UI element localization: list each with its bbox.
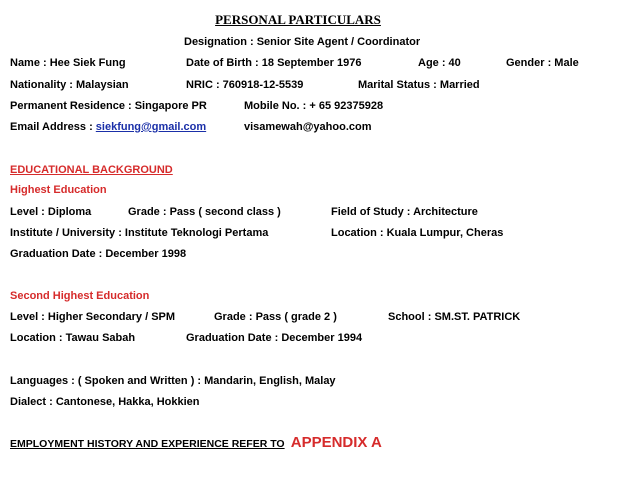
permanent-residence: Permanent Residence : Singapore PR: [10, 100, 207, 112]
highest-graduation-date: Graduation Date : December 1998: [10, 248, 187, 260]
mobile-number: Mobile No. : + 65 92375928: [244, 100, 384, 112]
school: School : SM.ST. PATRICK: [388, 311, 521, 323]
email-label: Email Address :: [10, 121, 96, 133]
email-link-primary[interactable]: siekfung@gmail.com: [95, 121, 207, 133]
highest-grade: Grade : Pass ( second class ): [128, 206, 281, 218]
email-row: [10, 121, 206, 134]
second-education-heading: Second Highest Education: [10, 290, 150, 302]
appendix-reference: APPENDIX A: [290, 434, 382, 451]
second-grade: Grade : Pass ( grade 2 ): [214, 311, 337, 323]
employment-row: [10, 434, 382, 451]
highest-location: Location : Kuala Lumpur, Cheras: [331, 227, 504, 239]
email-secondary: visamewah@yahoo.com: [244, 121, 372, 133]
languages: Languages : ( Spoken and Written ) : Mandarin, English, Malay: [10, 375, 336, 387]
educational-background-heading: EDUCATIONAL BACKGROUND: [10, 164, 173, 176]
nationality: Nationality : Malaysian: [10, 79, 129, 91]
page-title: PERSONAL PARTICULARS: [215, 12, 381, 27]
highest-education-heading: Highest Education: [10, 184, 107, 196]
age: Age : 40: [418, 57, 461, 69]
name: Name : Hee Siek Fung: [10, 57, 126, 69]
second-level: Level : Higher Secondary / SPM: [10, 311, 176, 323]
second-location: Location : Tawau Sabah: [10, 332, 136, 344]
field-of-study: Field of Study : Architecture: [331, 206, 478, 218]
date-of-birth: Date of Birth : 18 September 1976: [186, 57, 362, 69]
gender: Gender : Male: [506, 57, 579, 69]
highest-level: Level : Diploma: [10, 206, 92, 218]
marital-status: Marital Status : Married: [358, 79, 480, 91]
second-graduation-date: Graduation Date : December 1994: [186, 332, 363, 344]
institute: Institute / University : Institute Teknologi Pertama: [10, 227, 269, 239]
designation: Designation : Senior Site Agent / Coordinator: [184, 36, 421, 48]
dialect: Dialect : Cantonese, Hakka, Hokkien: [10, 396, 200, 408]
nric: NRIC : 760918-12-5539: [186, 79, 304, 91]
employment-text: EMPLOYMENT HISTORY AND EXPERIENCE REFER TO: [10, 438, 285, 450]
